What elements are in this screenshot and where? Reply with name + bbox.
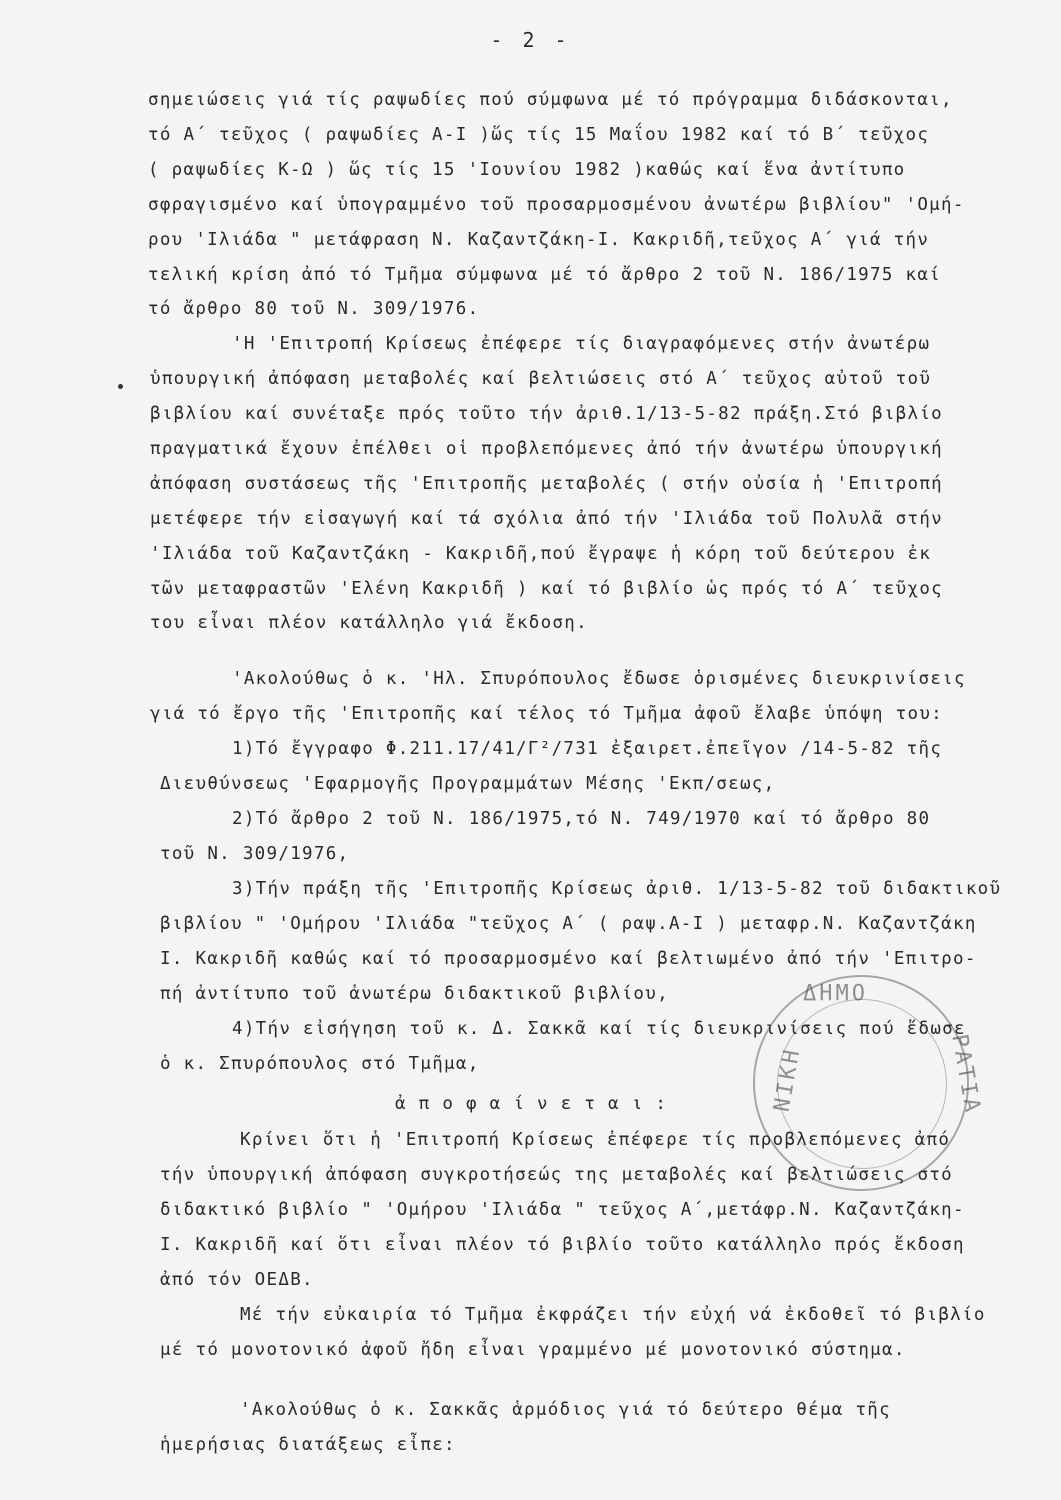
text-line: τό ἄρθρο 80 τοῦ Ν. 309/1976. xyxy=(148,299,480,319)
text-line: Μέ τήν εὐκαιρία τό Τμῆμα ἐκφράζει τήν εὐχή νά ἐκδοθεῖ τό βιβλίο xyxy=(240,1305,986,1325)
text-line: ἀπό τόν ΟΕΔΒ. xyxy=(160,1270,314,1290)
text-line: του εἶναι πλέον κατάλληλο γιά ἔκδοση. xyxy=(150,613,588,633)
stamp-inner-ring xyxy=(777,999,947,1169)
text-line: πή ἀντίτυπο τοῦ ἀνωτέρω διδακτικοῦ βιβλίου, xyxy=(160,984,669,1004)
page-number: - 2 - xyxy=(490,28,571,52)
text-line: ρου 'Ιλιάδα " μετάφραση Ν. Καζαντζάκη-Ι. Κακριδῆ,τεῦχος Α΄ γιά τήν xyxy=(148,230,930,250)
text-line: τό Α΄ τεῦχος ( ραψωδίες Α-Ι )ὥς τίς 15 Μαΐου 1982 καί τό Β΄ τεῦχος xyxy=(148,125,930,145)
text-line: Κρίνει ὅτι ἡ 'Επιτροπή Κρίσεως ἐπέφερε τίς προβλεπόμενες ἀπό xyxy=(240,1130,951,1150)
text-line: 'Ακολούθως ὁ κ. Σακκᾶς ἁρμόδιος γιά τό δεύτερο θέμα τῆς xyxy=(240,1400,891,1420)
text-line: 4)Τήν εἰσήγηση τοῦ κ. Δ. Σακκᾶ καί τίς διευκρινίσεις πού ἔδωσε xyxy=(232,1019,966,1039)
text-line: βιβλίου καί συνέταξε πρός τοῦτο τήν ἀριθ.1/13-5-82 πράξη.Στό βιβλίο xyxy=(150,404,944,424)
text-line: τήν ὑπουργική ἀπόφαση συγκροτήσεώς της μεταβολές καί βελτιώσεις στό xyxy=(160,1165,954,1185)
text-line: ἀ π ο φ α ί ν ε τ α ι : xyxy=(395,1094,668,1114)
official-stamp xyxy=(753,975,985,1191)
text-line: ὑπουργική ἀπόφαση μεταβολές καί βελτιώσεις στό Α΄ τεῦχος αὐτοῦ τοῦ xyxy=(150,369,932,389)
text-line: Ι. Κακριδῆ καθώς καί τό προσαρμοσμένο καί βελτιωμένο ἀπό τήν 'Επιτρο- xyxy=(160,949,977,969)
text-line: Ι. Κακριδῆ καί ὅτι εἶναι πλέον τό βιβλίο τοῦτο κατάλληλο πρός ἔκδοση xyxy=(160,1235,965,1255)
text-line: ἡμερήσιας διατάξεως εἶπε: xyxy=(160,1435,456,1455)
text-line: πραγματικά ἔχουν ἐπέλθει οἱ προβλεπόμενες ἀπό τήν ἀνωτέρω ὑπουργική xyxy=(150,439,944,459)
text-line: 3)Τήν πράξη τῆς 'Επιτροπῆς Κρίσεως ἀριθ. 1/13-5-82 τοῦ διδακτικοῦ xyxy=(232,879,1002,899)
text-line: γιά τό ἔργο τῆς 'Επιτροπῆς καί τέλος τό Τμῆμα ἀφοῦ ἔλαβε ὑπόψη του: xyxy=(150,704,944,724)
text-line: διδακτικό βιβλίο " 'Ομήρου 'Ιλιάδα " τεῦχος Α΄,μετάφρ.Ν. Καζαντζάκη- xyxy=(160,1200,965,1220)
text-line: τῶν μεταφραστῶν 'Ελένη Κακριδῆ ) καί τό βιβλίο ὡς πρός τό Α΄ τεῦχος xyxy=(150,579,944,599)
text-line: σημειώσεις γιά τίς ραψωδίες πού σύμφωνα μέ τό πρόγραμμα διδάσκονται, xyxy=(148,90,953,110)
stamp-text-left: ΝΙΚΗ xyxy=(769,1045,806,1114)
text-line: ἀπόφαση συστάσεως τῆς 'Επιτροπῆς μεταβολές ( στήν οὐσία ἡ 'Επιτροπή xyxy=(150,474,944,494)
text-line: ὁ κ. Σπυρόπουλος στό Τμῆμα, xyxy=(160,1054,480,1074)
text-line: 'Ιλιάδα τοῦ Καζαντζάκη - Κακριδῆ,πού ἔγραψε ἡ κόρη τοῦ δεύτερου ἐκ xyxy=(150,544,932,564)
text-line: τελική κρίση ἀπό τό Τμῆμα σύμφωνα μέ τό ἄρθρο 2 τοῦ Ν. 186/1975 καί xyxy=(148,265,942,285)
text-line: βιβλίου " 'Ομήρου 'Ιλιάδα "τεῦχος Α΄ ( ραψ.Α-Ι ) μεταφρ.Ν. Καζαντζάκη xyxy=(160,914,977,934)
text-line: ( ραψωδίες Κ-Ω ) ὥς τίς 15 'Ιουνίου 1982 )καθώς καί ἕνα ἀντίτυπο xyxy=(148,160,906,180)
margin-dot xyxy=(118,384,123,389)
text-line: μέ τό μονοτονικό ἀφοῦ ἤδη εἶναι γραμμένο μέ μονοτονικό σύστημα. xyxy=(160,1340,906,1360)
text-line: σφραγισμένο καί ὑπογραμμένο τοῦ προσαρμοσμένου ἀνωτέρω βιβλίου" 'Ομή- xyxy=(148,195,965,215)
text-line: Διευθύνσεως 'Εφαρμογῆς Προγραμμάτων Μέσης 'Εκπ/σεως, xyxy=(160,774,776,794)
stamp-text-top: ΔΗΜΟ xyxy=(803,981,868,1006)
text-line: 1)Τό ἔγγραφο Φ.211.17/41/Γ²/731 ἐξαιρετ.ἐπεῖγον /14-5-82 τῆς xyxy=(232,739,943,759)
text-line: 'Ακολούθως ὁ κ. 'Ηλ. Σπυρόπουλος ἔδωσε ὁρισμένες διευκρινίσεις xyxy=(232,669,966,689)
text-line: 2)Τό ἄρθρο 2 τοῦ Ν. 186/1975,τό Ν. 749/1970 καί τό ἄρθρο 80 xyxy=(232,809,931,829)
text-line: 'Η 'Επιτροπή Κρίσεως ἐπέφερε τίς διαγραφόμενες στήν ἀνωτέρω xyxy=(232,334,931,354)
text-line: τοῦ Ν. 309/1976, xyxy=(160,844,350,864)
text-line: μετέφερε τήν εἰσαγωγή καί τά σχόλια ἀπό τήν 'Ιλιάδα τοῦ Πολυλᾶ στήν xyxy=(150,509,944,529)
stamp-text-right: ΡΑΤΙΑ xyxy=(946,1032,985,1117)
